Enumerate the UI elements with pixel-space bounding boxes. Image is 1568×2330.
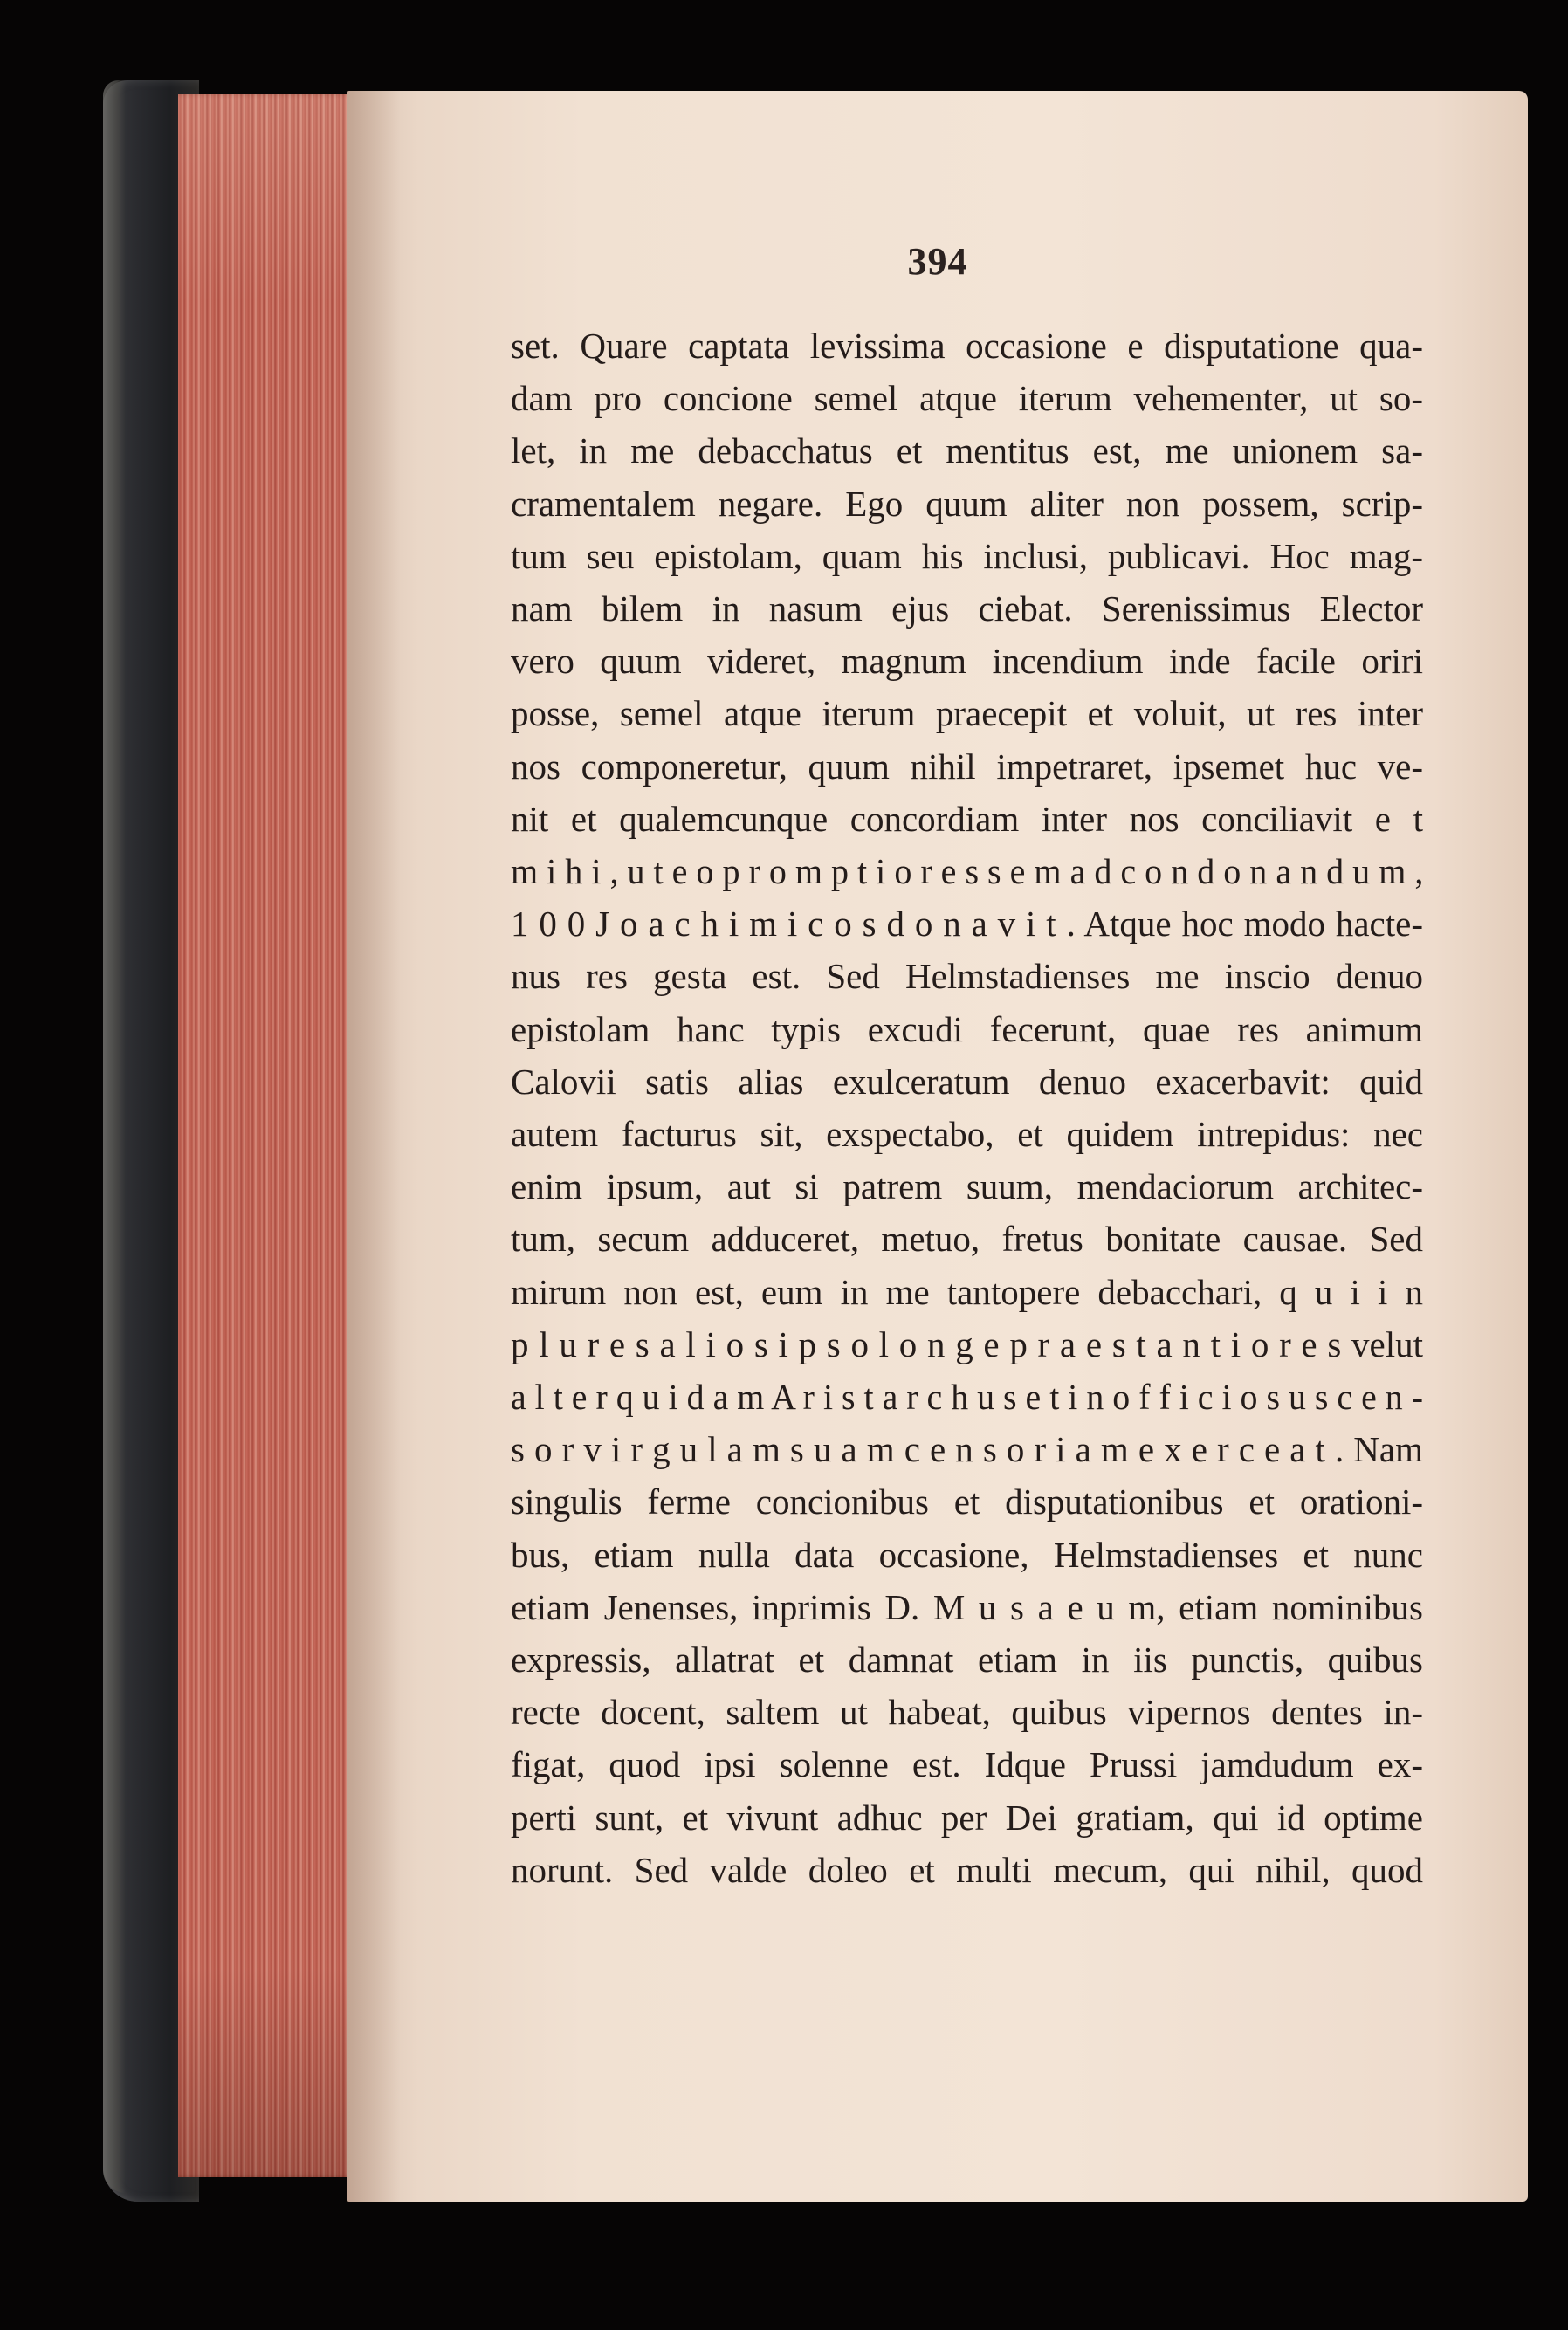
text-line: mirum non est, eum in me tantopere debacchari, q u i i n — [511, 1271, 1423, 1312]
text-line: nos componeretur, quum nihil impetraret, ipsemet huc ve- — [511, 746, 1423, 787]
text-line: norunt. Sed valde doleo et multi mecum, qui nihil, quod — [511, 1849, 1423, 1890]
text-line: enim ipsum, aut si patrem suum, mendaciorum architec- — [511, 1166, 1423, 1207]
text-line: epistolam hanc typis excudi fecerunt, quae res animum — [511, 1008, 1423, 1049]
cover-edge — [103, 80, 126, 2193]
text-line: 1 0 0 J o a c h i m i c o s d o n a v i t . Atque hoc modo hacte- — [511, 904, 1423, 945]
text-line: p l u r e s a l i o s i p s o l o n g e p r a e s t a n t i o r e s velut — [511, 1323, 1423, 1364]
text-line: nit et qualemcunque concordiam inter nos conciliavit e t — [511, 798, 1423, 839]
gutter-shadow — [347, 91, 400, 2202]
text-line: figat, quod ipsi solenne est. Idque Prussi jamdudum ex- — [511, 1744, 1423, 1785]
text-line: perti sunt, et vivunt adhuc per Dei gratiam, qui id optime — [511, 1797, 1423, 1838]
text-line: bus, etiam nulla data occasione, Helmstadienses et nunc — [511, 1534, 1423, 1575]
text-line: dam pro concione semel atque iterum vehementer, ut so- — [511, 378, 1423, 419]
text-line: etiam Jenenses, inprimis D. M u s a e u m, etiam nominibus — [511, 1586, 1423, 1627]
text-line: autem facturus sit, exspectabo, et quidem intrepidus: nec — [511, 1114, 1423, 1154]
text-line: singulis ferme concionibus et disputationibus et orationi- — [511, 1481, 1423, 1522]
text-line: nam bilem in nasum ejus ciebat. Serenissimus Elector — [511, 588, 1423, 629]
text-line: expressis, allatrat et damnat etiam in iis punctis, quibus — [511, 1639, 1423, 1680]
text-line: tum seu epistolam, quam his inclusi, publicavi. Hoc mag- — [511, 535, 1423, 576]
text-line: posse, semel atque iterum praecepit et voluit, ut res inter — [511, 693, 1423, 734]
text-line: s o r v i r g u l a m s u a m c e n s o r i a m e x e r c e a t . Nam — [511, 1429, 1423, 1470]
text-line: a l t e r q u i d a m A r i s t a r c h u s e t i n o f f i c i o s u s c e n - — [511, 1377, 1424, 1417]
text-line: tum, secum adduceret, metuo, fretus bonitate causae. Sed — [511, 1219, 1423, 1260]
page-number: 394 — [907, 240, 968, 283]
text-line: m i h i , u t e o p r o m p t i o r e s s e m a d c o n d o n a n d u m , — [511, 851, 1424, 891]
page-block-edges — [178, 94, 363, 2177]
text-line: set. Quare captata levissima occasione e disputatione qua- — [511, 326, 1423, 366]
text-line: nus res gesta est. Sed Helmstadienses me inscio denuo — [511, 956, 1423, 997]
book-page — [347, 91, 1528, 2202]
text-line: let, in me debacchatus et mentitus est, me unionem sa- — [511, 430, 1423, 471]
text-line: Calovii satis alias exulceratum denuo exacerbavit: quid — [511, 1061, 1423, 1102]
text-line: recte docent, saltem ut habeat, quibus vipernos dentes in- — [511, 1692, 1423, 1733]
text-line: cramentalem negare. Ego quum aliter non possem, scrip- — [511, 483, 1423, 524]
text-line: vero quum videret, magnum incendium inde facile oriri — [511, 641, 1423, 682]
